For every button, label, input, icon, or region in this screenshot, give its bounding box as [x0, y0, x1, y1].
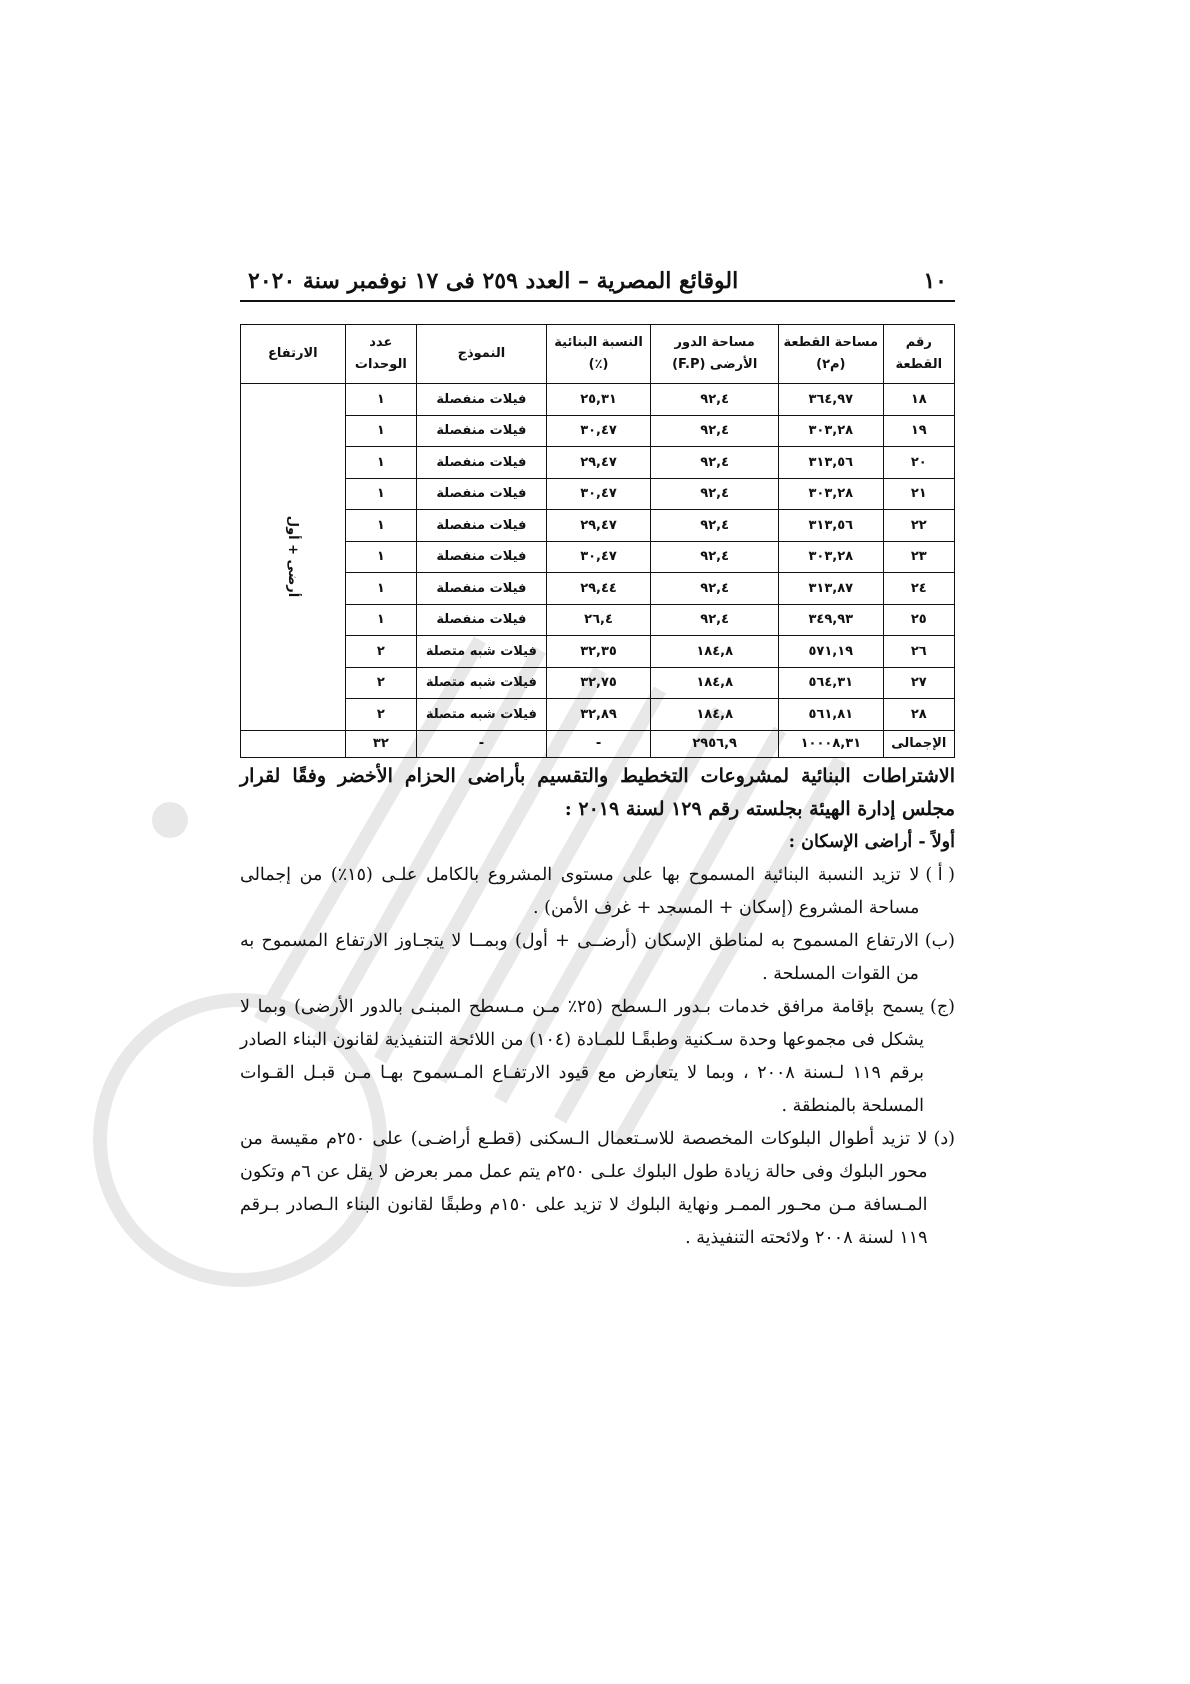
col-plot-area: مساحة القطعة (م٢)	[779, 325, 884, 384]
page-number: ١٠	[923, 268, 947, 294]
cell: ٣٢,٨٩	[546, 699, 651, 731]
cell: ٣٢,٧٥	[546, 667, 651, 699]
cell: ٣١٣,٥٦	[779, 447, 884, 479]
plots-table	[240, 324, 955, 758]
clause-text: الارتفاع المسموح به لمناطق الإسكان (أرضــى + أول) وبمــا لا يتجـاوز الارتفاع المسموح به من القوات المسلحة .	[240, 930, 919, 984]
col-ground-floor-area: مساحة الدور الأرضى (F.P)	[651, 325, 779, 384]
gazette-title: الوقائع المصرية – العدد ٢٥٩ فى ١٧ نوفمبر سنة ٢٠٢٠	[248, 268, 739, 294]
page-header	[240, 268, 955, 302]
body-text	[240, 760, 955, 1255]
col-height: الارتفاع	[241, 325, 346, 384]
table-row	[241, 510, 955, 542]
cell: ١	[345, 415, 416, 447]
clause-c	[240, 991, 955, 1123]
total-label: الإجمالى	[883, 730, 954, 757]
cell: ٢٢	[883, 510, 954, 542]
table-row	[241, 447, 955, 479]
table-row	[241, 541, 955, 573]
clause-b	[240, 925, 955, 991]
table-row	[241, 667, 955, 699]
cell: ٣٤٩,٩٣	[779, 604, 884, 636]
cell: ٢٩,٤٤	[546, 573, 651, 605]
cell: ٢	[345, 667, 416, 699]
cell: ٣٠,٤٧	[546, 415, 651, 447]
total-ratio: -	[546, 730, 651, 757]
cell: ٢٣	[883, 541, 954, 573]
clause-a	[240, 859, 955, 925]
cell: ٣٦٤,٩٧	[779, 384, 884, 416]
cell: ٩٢,٤	[651, 604, 779, 636]
cell: فيلات منفصلة	[417, 510, 547, 542]
total-height	[241, 730, 346, 757]
total-model: -	[417, 730, 547, 757]
page	[240, 268, 955, 1255]
table-row	[241, 636, 955, 668]
cell: ٩٢,٤	[651, 447, 779, 479]
col-model: النموذج	[417, 325, 547, 384]
cell: ٣٠٣,٢٨	[779, 541, 884, 573]
cell: ١	[345, 573, 416, 605]
total-ground-floor-area: ٢٩٥٦,٩	[651, 730, 779, 757]
col-units: عدد الوحدات	[345, 325, 416, 384]
clause-d	[240, 1123, 955, 1255]
table-row	[241, 573, 955, 605]
cell: ١	[345, 604, 416, 636]
cell: ١٨	[883, 384, 954, 416]
cell: ٣١٣,٥٦	[779, 510, 884, 542]
cell: ١	[345, 510, 416, 542]
cell: ١٨٤,٨	[651, 699, 779, 731]
section-title: أولاً - أراضى الإسكان :	[788, 831, 955, 852]
cell: ٩٢,٤	[651, 541, 779, 573]
table-header-row	[241, 325, 955, 384]
table-row	[241, 604, 955, 636]
cell: ٩٢,٤	[651, 573, 779, 605]
cell: ٣٠٣,٢٨	[779, 478, 884, 510]
cell: ٣٠,٤٧	[546, 541, 651, 573]
clause-label: (ب)	[924, 930, 955, 951]
cell: ٢٤	[883, 573, 954, 605]
cell: فيلات شبه متصلة	[417, 636, 547, 668]
cell: ٢	[345, 636, 416, 668]
cell: ١	[345, 447, 416, 479]
col-plot-number: رقم القطعة	[883, 325, 954, 384]
cell: ٣٠,٤٧	[546, 478, 651, 510]
cell: ٣٢,٣٥	[546, 636, 651, 668]
cell: فيلات منفصلة	[417, 415, 547, 447]
cell: ٣١٣,٨٧	[779, 573, 884, 605]
total-plot-area: ١٠٠٠٨,٣١	[779, 730, 884, 757]
cell: ٣٠٣,٢٨	[779, 415, 884, 447]
cell: فيلات منفصلة	[417, 447, 547, 479]
total-units: ٣٢	[345, 730, 416, 757]
cell: ٥٦٤,٣١	[779, 667, 884, 699]
cell: ٩٢,٤	[651, 510, 779, 542]
table-row	[241, 384, 955, 416]
cell: ٢	[345, 699, 416, 731]
cell: ٢٨	[883, 699, 954, 731]
cell: ١٩	[883, 415, 954, 447]
cell: ٥٧١,١٩	[779, 636, 884, 668]
table-row	[241, 478, 955, 510]
height-merged-cell	[241, 384, 346, 731]
table-row	[241, 699, 955, 731]
cell: ٢٩,٤٧	[546, 447, 651, 479]
height-value: أرضى + أول	[285, 516, 301, 598]
clause-text: لا تزيد النسبة البنائية المسموح بها على مستوى المشروع بالكامل علـى (١٥٪) من إجمالى مساحة المشروع (إسكان + المسجد + غرف الأمن) .	[240, 864, 920, 918]
clause-label: (د)	[933, 1128, 955, 1149]
cell: ١	[345, 478, 416, 510]
cell: ١٨٤,٨	[651, 667, 779, 699]
cell: فيلات شبه متصلة	[417, 699, 547, 731]
clause-text: يسمح بإقامة مرافق خدمات بـدور الـسطح (٢٥٪ مـن مـسطح المبنـى بالدور الأرضى) وبما لا يشكل فى مجموعها وحدة سـكنية وطبقًـا للمـادة (١٠٤) من اللائحة التنفيذية لقانون البناء الصادر برقم ١١٩ لـسنة ٢٠٠٨ ، وبما لا يتعارض مع قيود الارتفـاع المـسموح بهـا مـن قبـل القـوات المسلحة بالمنطقة .	[240, 996, 925, 1116]
regulations-heading: الاشتراطات البنائية لمشروعات التخطيط والتقسيم بأراضى الحزام الأخضر وفقًا لقرار مجلس إدارة الهيئة بجلسته رقم ١٢٩ لسنة ٢٠١٩ :	[240, 764, 955, 820]
cell: فيلات منفصلة	[417, 573, 547, 605]
col-building-ratio: النسبة البنائية (٪)	[546, 325, 651, 384]
clause-label: (ج)	[930, 996, 955, 1017]
table-total-row	[241, 730, 955, 757]
cell: ٢٩,٤٧	[546, 510, 651, 542]
cell: فيلات منفصلة	[417, 604, 547, 636]
cell: ٢٧	[883, 667, 954, 699]
cell: ٩٢,٤	[651, 415, 779, 447]
cell: ٢١	[883, 478, 954, 510]
clause-text: لا تزيد أطوال البلوكات المخصصة للاسـتعمال الـسكنى (قطـع أراضـى) على ٢٥٠م مقيسة من محور البلوك وفى حالة زيادة طول البلوك علـى ٢٥٠م يتم عمل ممر بعرض لا يقل عن ٦م وتكون المـسافة مـن محـور الممـر ونهاية البلوك لا تزيد على ١٥٠م وطبقًا لقانون البناء الـصادر بـرقم ١١٩ لسنة ٢٠٠٨ ولائحته التنفيذية .	[240, 1128, 928, 1248]
cell: فيلات منفصلة	[417, 478, 547, 510]
cell: فيلات منفصلة	[417, 384, 547, 416]
cell: ٥٦١,٨١	[779, 699, 884, 731]
cell: ٩٢,٤	[651, 478, 779, 510]
cell: ١	[345, 384, 416, 416]
cell: ١٨٤,٨	[651, 636, 779, 668]
cell: ٩٢,٤	[651, 384, 779, 416]
cell: ١	[345, 541, 416, 573]
cell: ٢٥	[883, 604, 954, 636]
table-row	[241, 415, 955, 447]
cell: فيلات شبه متصلة	[417, 667, 547, 699]
cell: ٢٠	[883, 447, 954, 479]
cell: فيلات منفصلة	[417, 541, 547, 573]
clause-label: ( أ )	[925, 864, 955, 885]
cell: ٢٦,٤	[546, 604, 651, 636]
cell: ٢٥,٣١	[546, 384, 651, 416]
cell: ٢٦	[883, 636, 954, 668]
